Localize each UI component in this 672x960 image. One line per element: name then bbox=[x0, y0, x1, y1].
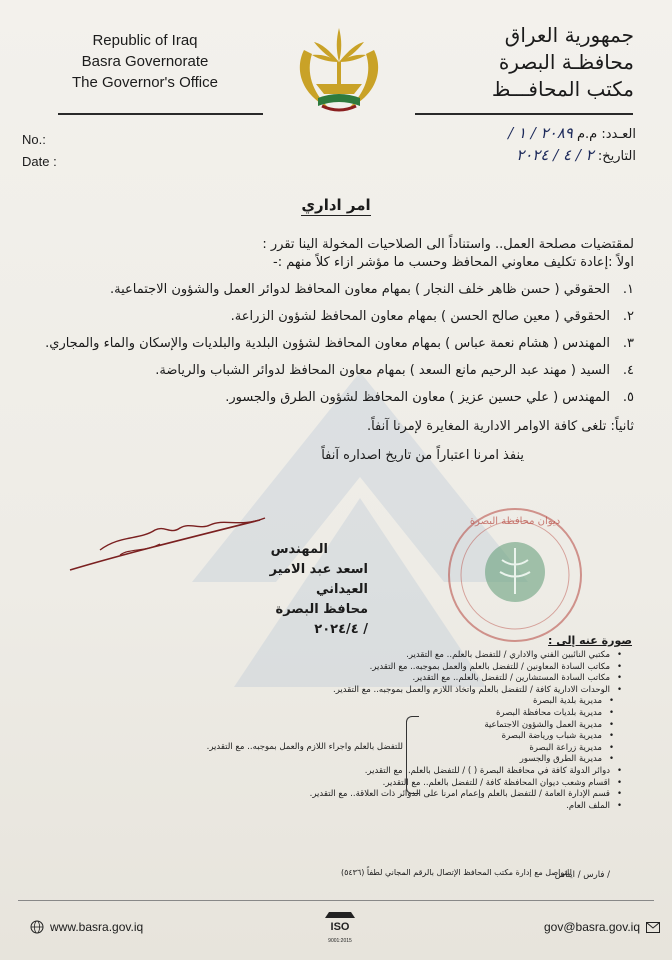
header-en-line-2: Basra Governorate bbox=[81, 53, 209, 70]
signature-block bbox=[218, 540, 368, 640]
order-body bbox=[34, 236, 634, 465]
list-item: • مديرية بلديات محافظة البصرة bbox=[50, 708, 602, 720]
footer-divider bbox=[18, 900, 654, 901]
number-label: No.: bbox=[22, 132, 46, 147]
contact-note: للتواصل مع إدارة مكتب المحافظ الإتصال بالرقم المجاني لطفاً (٥٤٣٦) bbox=[340, 868, 572, 877]
list-item: • مكتبي النائبين الفني والاداري / للتفضل بالعلم.. مع التقدير. bbox=[50, 650, 610, 662]
ref-number-label: العـدد: م.م bbox=[576, 127, 636, 142]
header-english bbox=[60, 30, 230, 93]
preparer-initials: / فارس / ايناس bbox=[554, 870, 610, 880]
order-item-text: الحقوقي ( حسن ظاهر خلف النجار ) بمهام معاون المحافظ لدوائر العمل والشؤون الاجتماعية. bbox=[109, 282, 610, 297]
list-item: • الملف العام. bbox=[50, 801, 610, 813]
ref-date-row bbox=[416, 146, 636, 168]
order-item-text: السيد ( مهند عبد الرحيم مانع السعد ) بمهام معاون المحافظ لدوائر الشباب والرياضة. bbox=[155, 363, 610, 378]
order-item-number: ٤. bbox=[622, 363, 634, 378]
list-item: • مديرية بلدية البصرة bbox=[50, 696, 602, 708]
official-stamp-icon bbox=[440, 500, 590, 650]
footer-website[interactable] bbox=[30, 920, 143, 934]
list-item: • مديرية الطرق والجسور bbox=[50, 754, 602, 766]
list-item: • مكاتب السادة المستشارين / للتفضل بالعلم.. مع التقدير. bbox=[50, 673, 610, 685]
order-execution-clause: ينفذ امرنا اعتباراً من تاريخ اصداره آنفاً bbox=[321, 448, 524, 463]
header-ar-line-2: محافظـة البصرة bbox=[498, 50, 634, 74]
iso-certification-badge bbox=[320, 910, 360, 944]
stamp-text: ديوان محافظة البصرة bbox=[469, 516, 561, 527]
reference-english bbox=[22, 132, 57, 176]
order-item bbox=[34, 362, 634, 379]
list-item: • اقسام وشعب ديوان المحافظة كافة / للتفضل بالعلم.. مع التقدير. bbox=[50, 778, 610, 790]
order-item bbox=[34, 335, 634, 352]
iso-logo-icon bbox=[323, 910, 357, 934]
order-item-text: المهندس ( علي حسين عزيز ) معاون المحافظ لشؤون الطرق والجسور. bbox=[225, 390, 610, 405]
order-item-number: ٣. bbox=[622, 336, 634, 351]
ref-number-value: ٢٠٨٩ / ١ / bbox=[508, 124, 573, 142]
order-item-number: ١. bbox=[622, 282, 634, 297]
email-text[interactable]: gov@basra.gov.iq bbox=[543, 920, 640, 934]
header-en-line-1: Republic of Iraq bbox=[92, 32, 198, 49]
document-title-text: امر اداري bbox=[301, 196, 371, 214]
iso-number: 9001:2015 bbox=[328, 938, 352, 944]
order-first-clause: اولاً :إعادة تكليف معاوني المحافظ وحسب ما مؤشر ازاء كلاً منهم :- bbox=[273, 255, 634, 270]
order-item-number: ٢. bbox=[622, 309, 634, 324]
copies-bracket bbox=[406, 716, 419, 794]
ref-date-label: التاريخ: bbox=[597, 149, 636, 164]
signatory-position: محافظ البصرة bbox=[275, 602, 368, 617]
basra-emblem-icon bbox=[284, 20, 394, 120]
date-label: Date : bbox=[22, 154, 57, 169]
list-item: • الوحدات الادارية كافة / للتفضل بالعلم واتخاذ اللازم والعمل بموجبه.. مع التقدير. bbox=[50, 685, 610, 697]
signatory-title: المهندس bbox=[270, 542, 328, 557]
list-item: • مكاتب السادة المعاونين / للتفضل بالعلم والعمل بموجبه.. مع التقدير. bbox=[50, 662, 610, 674]
list-item: • مديرية زراعة البصرة bbox=[50, 743, 602, 755]
order-preamble: لمقتضيات مصلحة العمل.. واستناداً الى الصلاحيات المخولة الينا تقرر : bbox=[262, 237, 634, 252]
reference-arabic bbox=[416, 124, 636, 168]
order-second-clause: ثانياً: تلغى كافة الاوامر الادارية المغايرة لإمرنا آنفاً. bbox=[366, 419, 634, 434]
order-item-text: المهندس ( هشام نعمة عباس ) بمهام معاون المحافظ لشؤون البلدية والبلديات والإسكان والماء والمجاري. bbox=[45, 336, 610, 351]
order-item-number: ٥. bbox=[622, 390, 634, 405]
envelope-icon bbox=[646, 922, 660, 933]
order-item-text: الحقوقي ( معين صالح الحسن ) بمهام معاون المحافظ لشؤون الزراعة. bbox=[230, 309, 610, 324]
header-en-line-3: The Governor's Office bbox=[72, 74, 218, 91]
iso-label: ISO bbox=[330, 921, 350, 933]
copies-title: صورة عنه إلى : bbox=[548, 634, 632, 647]
header-divider-right bbox=[415, 113, 633, 115]
website-text[interactable]: www.basra.gov.iq bbox=[50, 920, 144, 934]
footer-email[interactable] bbox=[544, 920, 660, 934]
header-ar-line-1: جمهورية العراق bbox=[504, 23, 634, 47]
order-item bbox=[34, 281, 634, 298]
order-item bbox=[34, 389, 634, 406]
list-item: • مديرية العمل والشؤون الاجتماعية bbox=[50, 720, 602, 732]
signature-date: / ٢٠٢٤/٤ bbox=[314, 622, 368, 637]
globe-icon bbox=[30, 920, 44, 934]
header-arabic bbox=[424, 22, 634, 103]
signatory-name: اسعد عبد الامير العيداني bbox=[269, 562, 368, 597]
copies-bracket-note: للتفضل بالعلم واجراء اللازم والعمل بموجبه.. مع التقدير. bbox=[206, 742, 403, 752]
list-item: • مديرية شباب ورياضة البصرة bbox=[50, 731, 602, 743]
list-item: • قسم الإدارة العامة / للتفضل بالعلم وإعمام امرنا على الدوائر ذات العلاقة.. مع التقدير. bbox=[50, 789, 610, 801]
ref-date-value: ٢ / ٤ / ٢٠٢٤ bbox=[516, 146, 594, 164]
document-title bbox=[0, 196, 672, 214]
list-item: • دوائر الدولة كافة في محافظة البصرة ( ) / للتفضل بالعلم.. مع التقدير. bbox=[50, 766, 610, 778]
order-item bbox=[34, 308, 634, 325]
copies-list bbox=[50, 650, 610, 812]
header-divider-left bbox=[58, 113, 263, 115]
header-ar-line-3: مكتب المحافـــظ bbox=[491, 77, 634, 101]
ref-number-row bbox=[416, 124, 636, 146]
